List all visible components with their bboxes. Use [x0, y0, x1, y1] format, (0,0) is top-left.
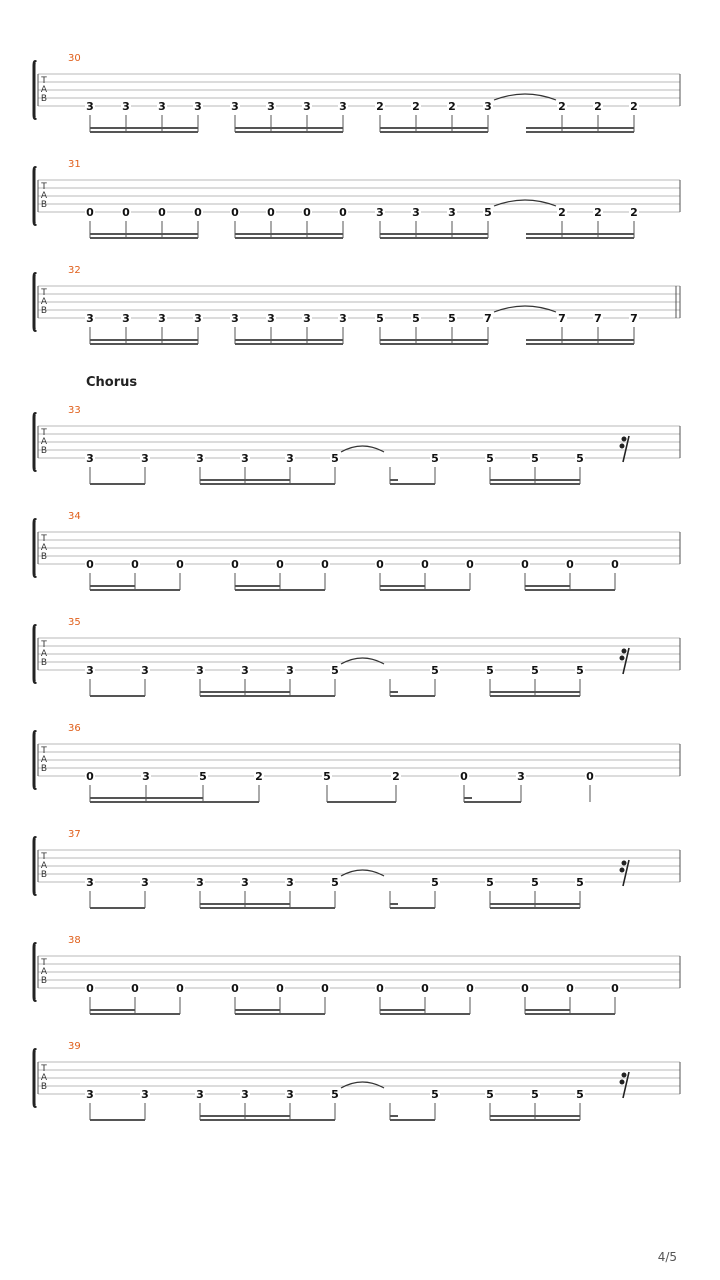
fret-number: 5 — [331, 452, 339, 465]
tab-clef-letter: T — [41, 1064, 47, 1074]
fret-number: 3 — [241, 876, 249, 889]
fret-number: 3 — [286, 664, 294, 677]
fret-number: 5 — [531, 876, 539, 889]
rest-dot — [620, 1080, 625, 1085]
tab-system — [34, 265, 680, 344]
fret-number: 5 — [486, 452, 494, 465]
tab-clef-letter: A — [40, 967, 48, 977]
fret-number: 0 — [421, 982, 429, 995]
tie-arc — [494, 94, 556, 100]
fret-number: 3 — [194, 312, 202, 325]
bar-number: 34 — [68, 511, 81, 522]
fret-number: 3 — [86, 664, 94, 677]
fret-number: 3 — [339, 312, 347, 325]
bar-number: 33 — [68, 405, 81, 416]
fret-number: 5 — [484, 206, 492, 219]
fret-number: 5 — [431, 664, 439, 677]
fret-number: 7 — [594, 312, 602, 325]
tab-clef-letter: B — [40, 870, 48, 880]
fret-number: 5 — [486, 876, 494, 889]
fret-number: 5 — [576, 452, 584, 465]
fret-number: 0 — [611, 982, 619, 995]
fret-number: 0 — [566, 558, 574, 571]
tab-clef-letter: A — [40, 437, 48, 447]
fret-number: 3 — [231, 312, 239, 325]
fret-number: 0 — [231, 982, 239, 995]
fret-number: 0 — [276, 558, 284, 571]
system-bracket — [34, 168, 36, 225]
fret-number: 3 — [376, 206, 384, 219]
fret-number: 0 — [466, 558, 474, 571]
rest-dot — [622, 861, 627, 866]
system-bracket — [34, 944, 36, 1001]
fret-number: 7 — [558, 312, 566, 325]
fret-number: 3 — [141, 664, 149, 677]
tab-clef-letter: B — [40, 976, 48, 986]
fret-number: 3 — [196, 452, 204, 465]
tab-system — [34, 511, 680, 590]
tab-clef-letter: B — [40, 306, 48, 316]
fret-number: 0 — [460, 770, 468, 783]
fret-number: 2 — [376, 100, 384, 113]
fret-number: 3 — [86, 100, 94, 113]
tab-clef-letter: T — [41, 746, 47, 756]
fret-number: 3 — [241, 1088, 249, 1101]
rest-dot — [622, 1073, 627, 1078]
bar-number: 37 — [68, 829, 81, 840]
tie-arc — [494, 200, 556, 206]
tab-clef-letter: T — [41, 534, 47, 544]
fret-number: 5 — [412, 312, 420, 325]
tab-clef-letter: B — [40, 446, 48, 456]
fret-number: 3 — [141, 1088, 149, 1101]
fret-number: 3 — [303, 312, 311, 325]
system-bracket — [34, 626, 36, 683]
tab-clef-letter: B — [40, 1082, 48, 1092]
fret-number: 3 — [142, 770, 150, 783]
rest-dot — [620, 656, 625, 661]
fret-number: 3 — [86, 876, 94, 889]
fret-number: 3 — [241, 452, 249, 465]
fret-number: 5 — [576, 876, 584, 889]
fret-number: 2 — [412, 100, 420, 113]
fret-number: 0 — [194, 206, 202, 219]
tie-arc — [341, 658, 384, 664]
tab-clef-letter: T — [41, 852, 47, 862]
fret-number: 5 — [576, 664, 584, 677]
fret-number: 0 — [321, 982, 329, 995]
fret-number: 0 — [86, 206, 94, 219]
fret-number: 3 — [158, 312, 166, 325]
fret-number: 5 — [486, 1088, 494, 1101]
fret-number: 7 — [630, 312, 638, 325]
fret-number: 0 — [158, 206, 166, 219]
tab-system — [34, 1041, 680, 1120]
tab-system — [34, 53, 680, 132]
system-bracket — [34, 274, 36, 331]
fret-number: 3 — [196, 664, 204, 677]
fret-number: 2 — [594, 206, 602, 219]
fret-number: 0 — [303, 206, 311, 219]
fret-number: 5 — [431, 1088, 439, 1101]
fret-number: 5 — [486, 664, 494, 677]
fret-number: 0 — [176, 558, 184, 571]
fret-number: 2 — [448, 100, 456, 113]
tab-clef-letter: A — [40, 85, 48, 95]
system-bracket — [34, 414, 36, 471]
rest-dot — [622, 649, 627, 654]
fret-number: 0 — [131, 982, 139, 995]
fret-number: 5 — [531, 452, 539, 465]
fret-number: 3 — [412, 206, 420, 219]
system-bracket — [34, 520, 36, 577]
fret-number: 0 — [131, 558, 139, 571]
fret-number: 5 — [331, 664, 339, 677]
fret-number: 2 — [630, 206, 638, 219]
fret-number: 3 — [448, 206, 456, 219]
bar-number: 39 — [68, 1041, 81, 1052]
fret-number: 2 — [630, 100, 638, 113]
tab-clef-letter: A — [40, 1073, 48, 1083]
tab-clef-letter: B — [40, 200, 48, 210]
tab-clef-letter: B — [40, 658, 48, 668]
system-bracket — [34, 732, 36, 789]
system-bracket — [34, 1050, 36, 1107]
fret-number: 2 — [594, 100, 602, 113]
fret-number: 0 — [586, 770, 594, 783]
tie-arc — [341, 446, 384, 452]
tab-clef-letter: T — [41, 958, 47, 968]
tab-clef-letter: T — [41, 428, 47, 438]
fret-number: 3 — [141, 452, 149, 465]
system-bracket — [34, 62, 36, 119]
rest-dot — [622, 437, 627, 442]
fret-number: 0 — [521, 982, 529, 995]
fret-number: 0 — [176, 982, 184, 995]
fret-number: 0 — [86, 982, 94, 995]
page-number: 4/5 — [657, 1250, 677, 1264]
fret-number: 3 — [241, 664, 249, 677]
tab-clef-letter: T — [41, 640, 47, 650]
fret-number: 3 — [122, 100, 130, 113]
fret-number: 3 — [286, 452, 294, 465]
fret-number: 5 — [576, 1088, 584, 1101]
tab-system — [34, 723, 680, 802]
fret-number: 3 — [196, 1088, 204, 1101]
fret-number: 5 — [323, 770, 331, 783]
tab-clef-letter: T — [41, 182, 47, 192]
fret-number: 5 — [531, 664, 539, 677]
fret-number: 5 — [331, 876, 339, 889]
fret-number: 5 — [376, 312, 384, 325]
tie-arc — [494, 306, 556, 312]
fret-number: 0 — [122, 206, 130, 219]
tab-clef-letter: A — [40, 191, 48, 201]
fret-number: 3 — [86, 312, 94, 325]
fret-number: 5 — [431, 452, 439, 465]
fret-number: 0 — [566, 982, 574, 995]
rest-dot — [620, 868, 625, 873]
tab-system — [34, 829, 680, 908]
fret-number: 0 — [466, 982, 474, 995]
tab-clef-letter: B — [40, 94, 48, 104]
fret-number: 0 — [276, 982, 284, 995]
fret-number: 3 — [303, 100, 311, 113]
fret-number: 0 — [611, 558, 619, 571]
tab-clef-letter: B — [40, 764, 48, 774]
tab-clef-letter: A — [40, 543, 48, 553]
fret-number: 0 — [376, 982, 384, 995]
rest-dot — [620, 444, 625, 449]
system-bracket — [34, 838, 36, 895]
bar-number: 38 — [68, 935, 81, 946]
fret-number: 3 — [141, 876, 149, 889]
fret-number: 0 — [231, 206, 239, 219]
bar-number: 36 — [68, 723, 81, 734]
tie-arc — [341, 870, 384, 876]
fret-number: 2 — [558, 206, 566, 219]
fret-number: 3 — [86, 452, 94, 465]
tab-clef-letter: T — [41, 288, 47, 298]
fret-number: 2 — [558, 100, 566, 113]
bar-number: 35 — [68, 617, 81, 628]
tab-clef-letter: T — [41, 76, 47, 86]
tab-system — [34, 375, 680, 484]
tab-clef-letter: A — [40, 861, 48, 871]
fret-number: 5 — [331, 1088, 339, 1101]
fret-number: 3 — [231, 100, 239, 113]
fret-number: 3 — [194, 100, 202, 113]
fret-number: 7 — [484, 312, 492, 325]
fret-number: 3 — [517, 770, 525, 783]
fret-number: 3 — [484, 100, 492, 113]
fret-number: 0 — [321, 558, 329, 571]
fret-number: 0 — [521, 558, 529, 571]
fret-number: 3 — [339, 100, 347, 113]
fret-number: 3 — [267, 100, 275, 113]
fret-number: 0 — [231, 558, 239, 571]
fret-number: 3 — [86, 1088, 94, 1101]
tie-arc — [341, 1082, 384, 1088]
fret-number: 5 — [448, 312, 456, 325]
tab-clef-letter: A — [40, 649, 48, 659]
fret-number: 0 — [86, 770, 94, 783]
fret-number: 3 — [286, 1088, 294, 1101]
tab-clef-letter: A — [40, 755, 48, 765]
fret-number: 3 — [286, 876, 294, 889]
fret-number: 0 — [339, 206, 347, 219]
fret-number: 2 — [392, 770, 400, 783]
section-label: Chorus — [86, 375, 138, 390]
fret-number: 3 — [158, 100, 166, 113]
fret-number: 2 — [255, 770, 263, 783]
fret-number: 0 — [376, 558, 384, 571]
fret-number: 3 — [196, 876, 204, 889]
bar-number: 30 — [68, 53, 81, 64]
bar-number: 32 — [68, 265, 81, 276]
fret-number: 0 — [421, 558, 429, 571]
fret-number: 5 — [531, 1088, 539, 1101]
fret-number: 0 — [267, 206, 275, 219]
fret-number: 5 — [199, 770, 207, 783]
fret-number: 3 — [122, 312, 130, 325]
tab-system — [34, 617, 680, 696]
fret-number: 3 — [267, 312, 275, 325]
tab-system — [34, 935, 680, 1014]
tab-system — [34, 159, 680, 238]
fret-number: 0 — [86, 558, 94, 571]
bar-number: 31 — [68, 159, 81, 170]
tab-clef-letter: A — [40, 297, 48, 307]
tab-clef-letter: B — [40, 552, 48, 562]
fret-number: 5 — [431, 876, 439, 889]
